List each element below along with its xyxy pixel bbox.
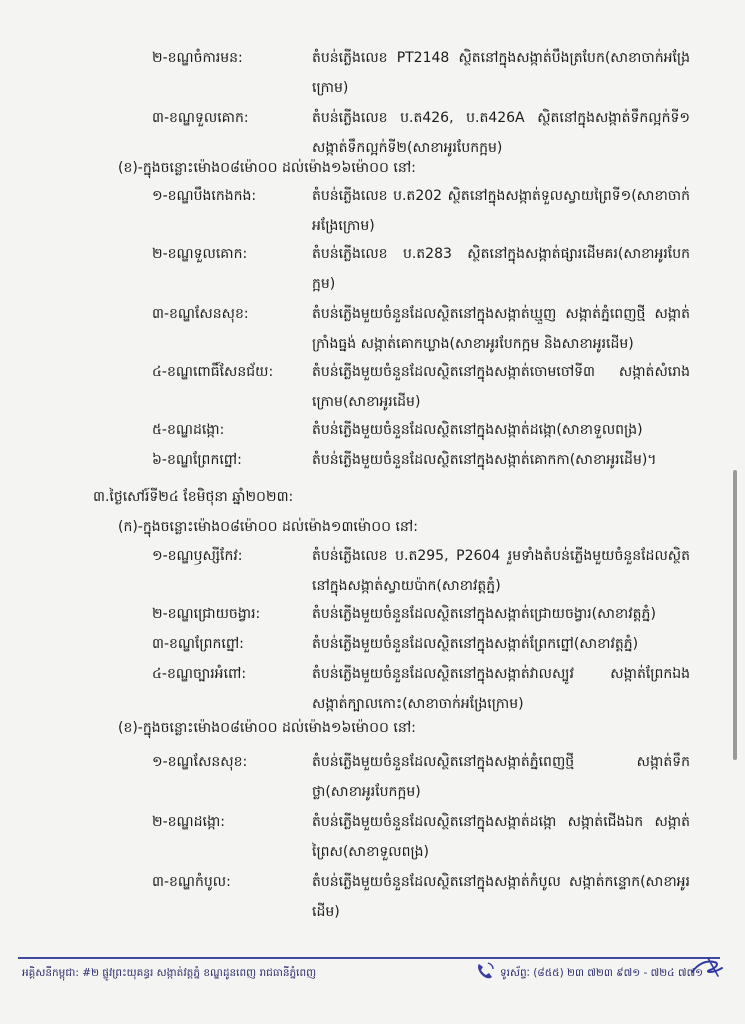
time-period-heading: (ក)-ក្នុងចន្លោះម៉ោង០៨ម៉ោ០០ ដល់ម៉ោង១៣ម៉ោ០០ នៅ:: [118, 519, 418, 535]
district-label: ៣-ខណ្ឌកំបូល:: [152, 874, 231, 890]
area-description: តំបន់ភ្លើងមួយចំនួនដែលស្ថិតនៅក្នុងសង្កាត់ព្រែកព្នៅ(សាខាវត្តភ្នំ): [312, 636, 639, 652]
area-description: តំបន់ភ្លើងលេខ ប.ត283 ស្ថិតនៅក្នុងសង្កាត់ផ្សារដើមគរ(សាខាអូរបែកក្អម): [312, 246, 690, 292]
district-label: ១-ខណ្ឌឫស្សីកែវ:: [152, 548, 243, 564]
area-description: តំបន់ភ្លើងមួយចំនួនដែលស្ថិតនៅក្នុងសង្កាត់ភ្នំពេញថ្មី សង្កាត់ទឹកថ្លា(សាខាអូរបែកក្អម): [312, 754, 690, 800]
area-description: តំបន់ភ្លើងមួយចំនួនដែលស្ថិតនៅក្នុងសង្កាត់វាលស្បូវ សង្កាត់ព្រែកឯង សង្កាត់ក្បាលកោះ(សាខាចាក់អង្រែក្រោម): [312, 666, 690, 712]
district-label: ៣-ខណ្ឌព្រែកព្នៅ:: [152, 636, 244, 652]
area-description: តំបន់ភ្លើងមួយចំនួនដែលស្ថិតនៅក្នុងសង្កាត់ដង្កោ(សាខាទួលពង្រ): [312, 422, 643, 438]
time-period-heading: (ខ)-ក្នុងចន្លោះម៉ោង០៨ម៉ោ០០ ដល់ម៉ោង១៦ម៉ោ០០ នៅ:: [118, 160, 416, 176]
area-description: តំបន់ភ្លើងលេខ PT2148 ស្ថិតនៅក្នុងសង្កាត់បឹងត្របែក(សាខាចាក់អង្រែក្រោម): [312, 50, 690, 96]
district-label: ១-ខណ្ឌសែនសុខ:: [152, 754, 248, 770]
area-description: តំបន់ភ្លើងលេខ ប.ត295, P2604 រួមទាំងតំបន់ភ្លើងមួយចំនួនដែលស្ថិតនៅក្នុងសង្កាត់ស្វាយប៉ាក(សាខាវត្តភ្នំ): [312, 548, 690, 594]
area-description: តំបន់ភ្លើងលេខ ប.ត202 ស្ថិតនៅក្នុងសង្កាត់ទួលស្វាយព្រៃទី១(សាខាចាក់អង្រែក្រោម): [312, 188, 690, 234]
footer-address: អគ្គិសនីកម្ពុជា: #២ ផ្លូវព្រះយុគន្ធរ សង្កាត់វត្តភ្នំ ខណ្ឌដូនពេញ រាជធានីភ្នំពេញ: [22, 967, 317, 979]
district-label: ៣-ខណ្ឌសែនសុខ:: [152, 306, 249, 322]
district-label: ២-ខណ្ឌទួលគោក:: [152, 246, 248, 262]
district-label: ២-ខណ្ឌចំការមន:: [152, 50, 243, 66]
district-label: ២-ខណ្ឌដង្កោ:: [152, 814, 226, 830]
district-label: ១-ខណ្ឌបឹងកេងកង:: [152, 188, 257, 204]
area-description: តំបន់ភ្លើងមួយចំនួនដែលស្ថិតនៅក្នុងសង្កាត់គោកកា(សាខាអូរដើម)។: [312, 452, 657, 468]
footer-divider: [18, 957, 720, 959]
district-label: ៤-ខណ្ឌច្បារអំពៅ:: [152, 666, 247, 682]
area-description: តំបន់ភ្លើងមួយចំនួនដែលស្ថិតនៅក្នុងសង្កាត់ដង្កោ សង្កាត់ជើងឯក សង្កាត់ព្រៃស(សាខាទួលពង្រ): [312, 814, 690, 860]
time-period-heading: (ខ)-ក្នុងចន្លោះម៉ោង០៨ម៉ោ០០ ដល់ម៉ោង១៦ម៉ោ០០ នៅ:: [118, 720, 416, 736]
district-label: ៤-ខណ្ឌពោធិ៍សែនជ័យ:: [152, 364, 274, 380]
district-label: ៥-ខណ្ឌដង្កោ:: [152, 422, 225, 438]
scrollbar-thumb[interactable]: [733, 470, 737, 760]
area-description: តំបន់ភ្លើងលេខ ប.ត426, ប.ត426A ស្ថិតនៅក្នុងសង្កាត់ទឹកល្អក់ទី១ សង្កាត់ទឹកល្អក់ទី២(សាខាអូរបែកក្អម): [312, 110, 690, 156]
district-label: ៦-ខណ្ឌព្រែកព្នៅ:: [152, 452, 242, 468]
signature-mark-icon: [688, 954, 728, 980]
phone-icon: [474, 960, 496, 982]
area-description: តំបន់ភ្លើងមួយចំនួនដែលស្ថិតនៅក្នុងសង្កាត់កំបូល សង្កាត់កន្ទោក(សាខាអូរដើម): [312, 874, 690, 920]
date-heading: ៣.ថ្ងៃសៅរ៍ទី២៤ ខែមិថុនា ឆ្នាំ២០២៣:: [93, 489, 294, 505]
district-label: ៣-ខណ្ឌទួលគោក:: [152, 110, 249, 126]
footer-phone: ទូរស័ព្ទៈ (៨៥៥) ២៣ ៧២៣ ៩៧១ - ៧២៤ ៧៧១: [500, 967, 704, 979]
area-description: តំបន់ភ្លើងមួយចំនួនដែលស្ថិតនៅក្នុងសង្កាត់ឃ្មួញ សង្កាត់ភ្នំពេញថ្មី សង្កាត់ក្រាំងធ្នង់ សង្កាត់គោកឃ្លាង(សាខាអូរបែកក្អម និងសាខាអូរដើម): [312, 306, 690, 352]
area-description: តំបន់ភ្លើងមួយចំនួនដែលស្ថិតនៅក្នុងសង្កាត់ចោមចៅទី៣ សង្កាត់សំរោងក្រោម(សាខាអូរដើម): [312, 364, 690, 410]
district-label: ២-ខណ្ឌជ្រោយចង្វារ:: [152, 606, 261, 622]
area-description: តំបន់ភ្លើងមួយចំនួនដែលស្ថិតនៅក្នុងសង្កាត់ជ្រោយចង្វារ(សាខាវត្តភ្នំ): [312, 606, 656, 622]
